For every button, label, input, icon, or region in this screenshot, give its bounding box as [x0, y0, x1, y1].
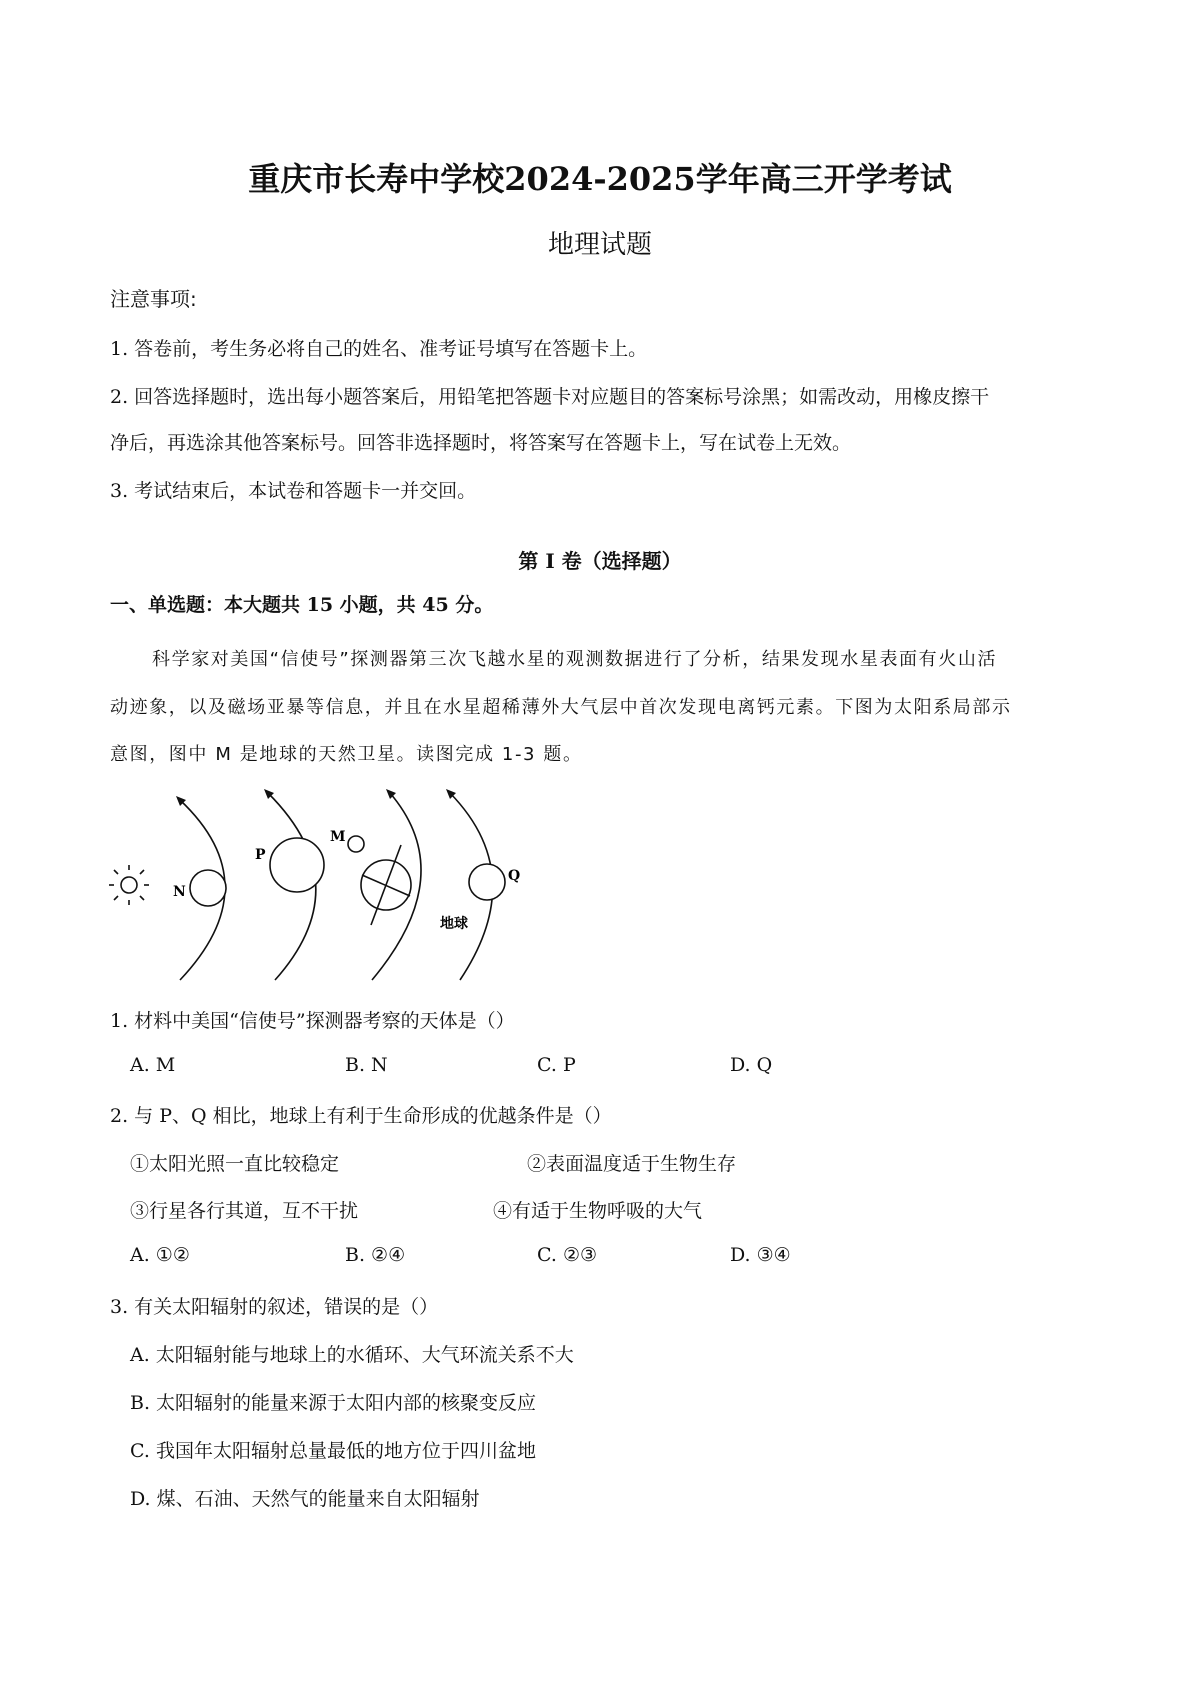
material-line-1: 科学家对美国“信使号”探测器第三次飞越水星的观测数据进行了分析，结果发现水星表面有火山活	[152, 649, 998, 670]
notice-item-2-line-2: 净后，再选涂其他答案标号。回答非选择题时，将答案写在答题卡上，写在试卷上无效。	[110, 432, 852, 454]
notice-heading: 注意事项:	[110, 287, 197, 311]
section-title: 第 I 卷（选择题）	[518, 549, 682, 573]
q3-option-b: B. 太阳辐射的能量来源于太阳内部的核聚变反应	[130, 1392, 537, 1414]
sun-icon	[109, 865, 149, 905]
label-n: N	[173, 884, 186, 900]
exam-title: 重庆市长寿中学校2024-2025学年高三开学考试	[248, 160, 952, 198]
material-line-3: 意图，图中 M 是地球的天然卫星。读图完成 1-3 题。	[110, 744, 583, 765]
notice-item-3: 3. 考试结束后，本试卷和答题卡一并交回。	[110, 480, 477, 502]
solar-system-diagram	[100, 785, 580, 985]
q3-option-a: A. 太阳辐射能与地球上的水循环、大气环流关系不大	[130, 1344, 574, 1366]
q2-statement-4: ④有适于生物呼吸的大气	[493, 1200, 703, 1222]
material-line-2: 动迹象，以及磁场亚暴等信息，并且在水星超稀薄外大气层中首次发现电离钙元素。下图为太阳系局部示	[110, 697, 1012, 718]
part-heading: 一、单选题：本大题共 15 小题，共 45 分。	[110, 594, 494, 616]
q2-option-a: A. ①②	[130, 1244, 190, 1266]
q1-option-d: D. Q	[730, 1054, 773, 1076]
q1-option-a: A. M	[130, 1054, 176, 1076]
q1-option-c: C. P	[537, 1054, 576, 1076]
label-p: P	[255, 847, 266, 863]
q1-stem: 1. 材料中美国“信使号”探测器考察的天体是（）	[110, 1010, 515, 1032]
q2-option-d: D. ③④	[730, 1244, 791, 1266]
q2-option-b: B. ②④	[345, 1244, 406, 1266]
q3-stem: 3. 有关太阳辐射的叙述，错误的是（）	[110, 1296, 439, 1318]
notice-item-2-line-1: 2. 回答选择题时，选出每小题答案后，用铅笔把答题卡对应题目的答案标号涂黑；如需改动，用橡皮擦干	[110, 386, 990, 408]
q2-statement-3: ③行星各行其道，互不干扰	[130, 1200, 359, 1222]
label-q: Q	[508, 868, 521, 884]
q2-option-c: C. ②③	[537, 1244, 598, 1266]
moon-m	[348, 836, 364, 852]
planet-q	[469, 864, 505, 900]
notice-item-1: 1. 答卷前，考生务必将自己的姓名、准考证号填写在答题卡上。	[110, 338, 648, 360]
q1-option-b: B. N	[345, 1054, 388, 1076]
planet-p	[270, 838, 324, 892]
q3-option-d: D. 煤、石油、天然气的能量来自太阳辐射	[130, 1488, 480, 1510]
q3-option-c: C. 我国年太阳辐射总量最低的地方位于四川盆地	[130, 1440, 536, 1462]
planet-n	[190, 870, 226, 906]
label-earth: 地球	[440, 916, 468, 932]
q2-statement-2: ②表面温度适于生物生存	[527, 1153, 737, 1175]
exam-subtitle: 地理试题	[547, 230, 652, 260]
label-m: M	[330, 829, 346, 845]
q2-stem: 2. 与 P、Q 相比，地球上有利于生命形成的优越条件是（）	[110, 1105, 612, 1127]
q2-statement-1: ①太阳光照一直比较稳定	[130, 1153, 340, 1175]
